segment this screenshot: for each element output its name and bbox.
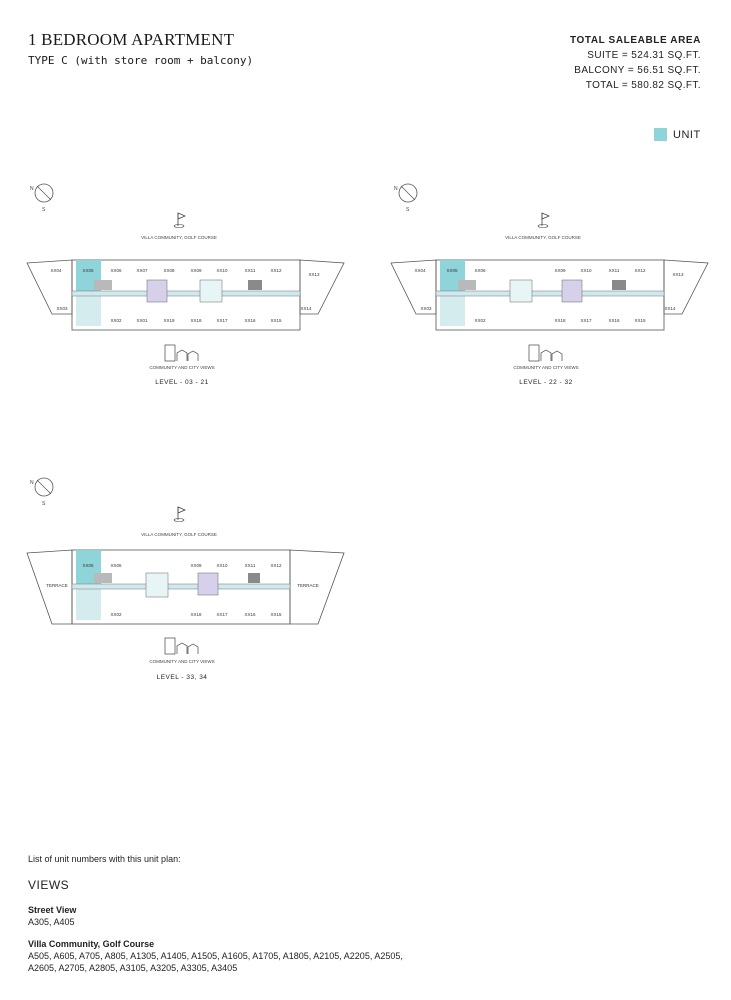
top-view-label: VILLA COMMUNITY, GOLF COURSE — [141, 235, 217, 240]
unit-label: XX15 — [634, 318, 646, 323]
unit-list-label: List of unit numbers with this unit plan: — [28, 854, 181, 864]
saleable-area-block — [570, 33, 701, 93]
compass-south: S — [42, 207, 46, 213]
top-view-label: VILLA COMMUNITY, GOLF COURSE — [141, 532, 217, 537]
unit-label: XX14 — [300, 306, 312, 311]
compass-icon — [30, 184, 53, 213]
unit-label: XX12 — [270, 563, 282, 568]
legend — [654, 128, 701, 141]
unit-list-section — [28, 853, 508, 984]
unit-label: XX07 — [136, 268, 148, 273]
street-view-units: A305, A405 — [28, 917, 75, 927]
area-balcony: BALCONY = 56.51 SQ.FT. — [574, 65, 701, 76]
unit-label: XX09 — [190, 268, 202, 273]
unit-label: XX12 — [270, 268, 282, 273]
street-view-group — [28, 904, 508, 928]
unit-label: XX19 — [163, 318, 175, 323]
city-buildings-icon — [529, 345, 562, 361]
unit-swatch — [654, 128, 667, 141]
unit-label: XX17 — [216, 318, 228, 323]
terrace-label: TERRACE — [297, 583, 319, 588]
unit-label: XX06 — [110, 268, 122, 273]
compass-icon — [30, 478, 53, 507]
unit-label: XX16 — [244, 318, 256, 323]
floor-plan-level-22-32 — [386, 176, 726, 406]
bottom-view-label: COMMUNITY AND CITY VIEWS — [149, 659, 215, 664]
unit-label: XX14 — [664, 306, 676, 311]
unit-label: XX03 — [56, 306, 68, 311]
unit-label: XX02 — [110, 612, 122, 617]
unit-label: XX17 — [216, 612, 228, 617]
level-label: LEVEL - 33, 34 — [156, 674, 208, 681]
unit-label: XX05 — [446, 268, 458, 273]
unit-label: XX08 — [163, 268, 175, 273]
unit-label: XX02 — [110, 318, 122, 323]
unit-label: XX13 — [672, 272, 684, 277]
unit-label: XX16 — [244, 612, 256, 617]
unit-label: XX11 — [244, 268, 256, 273]
legend-label: UNIT — [673, 128, 701, 141]
area-suite: SUITE = 524.31 SQ.FT. — [587, 50, 701, 61]
unit-label: XX16 — [608, 318, 620, 323]
unit-label: XX09 — [554, 268, 566, 273]
unit-label: XX12 — [634, 268, 646, 273]
unit-label: XX18 — [190, 612, 202, 617]
area-total: TOTAL = 580.82 SQ.FT. — [585, 80, 701, 91]
villa-view-units-line1: A505, A605, A705, A805, A1305, A1405, A1505, A1605, A1705, A1805, A2105, A2205, A2505, — [28, 951, 403, 961]
floor-plan-level-33-34 — [22, 470, 362, 700]
golf-flag-icon — [538, 213, 549, 228]
unit-label: XX06 — [110, 563, 122, 568]
unit-label: XX15 — [270, 318, 282, 323]
unit-label: XX06 — [474, 268, 486, 273]
unit-label: XX02 — [474, 318, 486, 323]
compass-north: N — [30, 186, 34, 192]
unit-label: XX10 — [216, 563, 228, 568]
unit-label: XX18 — [190, 318, 202, 323]
top-view-label: VILLA COMMUNITY, GOLF COURSE — [505, 235, 581, 240]
terrace-label: TERRACE — [46, 583, 68, 588]
unit-label: XX13 — [308, 272, 320, 277]
unit-label: XX15 — [270, 612, 282, 617]
compass-north: N — [30, 480, 34, 486]
villa-view-title: Villa Community, Golf Course — [28, 939, 155, 949]
floor-plan-level-03-21 — [22, 176, 362, 406]
level-label: LEVEL - 22 - 32 — [519, 379, 573, 386]
unit-label: XX01 — [136, 318, 148, 323]
city-buildings-icon — [165, 638, 198, 654]
unit-label: XX09 — [190, 563, 202, 568]
unit-label: XX11 — [608, 268, 620, 273]
bottom-view-label: COMMUNITY AND CITY VIEWS — [149, 365, 215, 370]
unit-label: XX04 — [414, 268, 426, 273]
golf-flag-icon — [174, 213, 185, 228]
golf-flag-icon — [174, 507, 185, 522]
page-title: 1 BEDROOM APARTMENT — [28, 30, 235, 49]
compass-south: S — [406, 207, 410, 213]
unit-label: XX10 — [216, 268, 228, 273]
area-heading: TOTAL SALEABLE AREA — [569, 35, 701, 46]
unit-label: XX05 — [82, 268, 94, 273]
compass-icon — [394, 184, 417, 213]
unit-type-subtitle: TYPE C (with store room + balcony) — [28, 54, 254, 67]
unit-label: XX04 — [50, 268, 62, 273]
villa-view-group — [28, 938, 508, 974]
unit-label: XX03 — [420, 306, 432, 311]
compass-north: N — [394, 186, 398, 192]
level-label: LEVEL - 03 - 21 — [155, 379, 209, 386]
unit-label: XX18 — [554, 318, 566, 323]
villa-view-units-line2: A2605, A2705, A2805, A3105, A3205, A3305, A3405 — [28, 963, 238, 973]
unit-label: XX17 — [580, 318, 592, 323]
views-heading: VIEWS — [28, 878, 70, 892]
unit-label: XX05 — [82, 563, 94, 568]
unit-label: XX11 — [244, 563, 256, 568]
street-view-title: Street View — [28, 905, 77, 915]
city-buildings-icon — [165, 345, 198, 361]
compass-south: S — [42, 501, 46, 507]
bottom-view-label: COMMUNITY AND CITY VIEWS — [513, 365, 579, 370]
unit-label: XX10 — [580, 268, 592, 273]
